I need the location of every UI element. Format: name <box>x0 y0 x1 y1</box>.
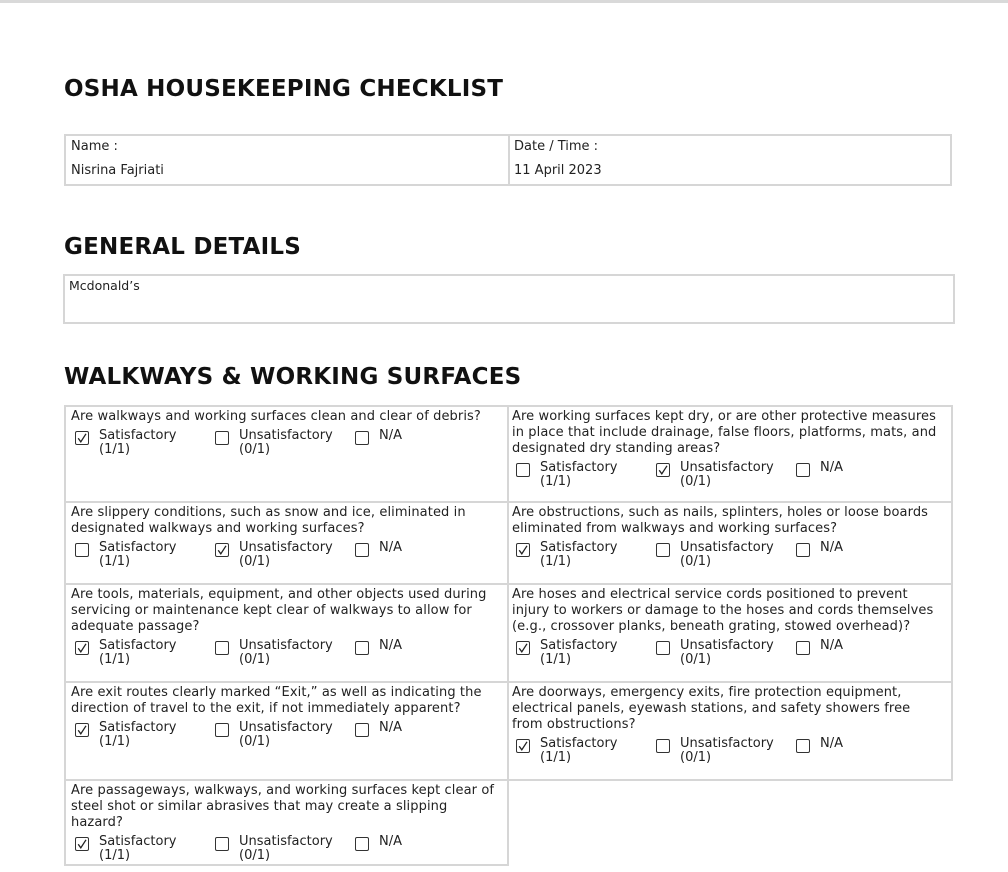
question-text: Are obstructions, such as nails, splinters, holes or loose boards eliminated from walkways and working surfaces? <box>512 505 929 536</box>
option-label <box>540 541 617 569</box>
checkbox-unchecked[interactable] <box>796 739 810 753</box>
checklist-item <box>507 683 953 781</box>
checkbox-checked[interactable] <box>75 723 89 737</box>
option-text: Unsatisfactory <box>239 834 333 849</box>
option-text: N/A <box>379 720 402 735</box>
answer-options <box>512 461 945 493</box>
answer-options <box>71 639 501 671</box>
option-score: (1/1) <box>99 848 131 863</box>
option-label <box>239 721 333 749</box>
general-details-heading: GENERAL DETAILS <box>64 234 302 260</box>
option-label <box>820 461 843 475</box>
option-score: (1/1) <box>99 734 131 749</box>
option-text: Unsatisfactory <box>680 638 774 653</box>
option-text: Satisfactory <box>540 460 618 475</box>
checkbox-unchecked[interactable] <box>516 463 530 477</box>
option-label <box>379 541 402 555</box>
option-text: Unsatisfactory <box>680 460 774 475</box>
name-label: Name : <box>71 139 118 154</box>
option-label <box>379 429 402 443</box>
checkbox-unchecked[interactable] <box>656 543 670 557</box>
question-text: Are working surfaces kept dry, or are other protective measures in place that include drainage, false floors, platforms, mats, and designated dry standing areas? <box>512 409 937 456</box>
option-text: N/A <box>379 834 402 849</box>
option-score: (0/1) <box>680 750 712 765</box>
option-label <box>379 835 402 849</box>
checklist-item <box>507 585 953 683</box>
checkbox-unchecked[interactable] <box>796 641 810 655</box>
option-score: (1/1) <box>540 652 572 667</box>
option-score: (0/1) <box>680 554 712 569</box>
answer-options <box>71 541 501 573</box>
option-text: Satisfactory <box>540 638 618 653</box>
option-label <box>540 461 617 489</box>
option-score: (1/1) <box>540 750 572 765</box>
option-label <box>680 737 774 765</box>
option-score: (1/1) <box>99 554 131 569</box>
checkbox-unchecked[interactable] <box>355 641 369 655</box>
option-label <box>99 429 176 457</box>
checklist-item <box>507 405 953 503</box>
checkbox-unchecked[interactable] <box>796 463 810 477</box>
answer-options <box>71 835 501 867</box>
option-label <box>540 737 617 765</box>
option-text: N/A <box>379 428 402 443</box>
answer-options <box>512 639 945 671</box>
option-label <box>99 721 176 749</box>
option-label <box>680 639 774 667</box>
checklist-item <box>64 781 509 866</box>
date-time-label: Date / Time : <box>514 139 599 154</box>
answer-options <box>71 721 501 753</box>
checkmark-icon <box>216 544 228 556</box>
option-text: Satisfactory <box>99 540 177 555</box>
page-title: OSHA HOUSEKEEPING CHECKLIST <box>64 76 504 102</box>
checkbox-unchecked[interactable] <box>215 723 229 737</box>
checkbox-unchecked[interactable] <box>796 543 810 557</box>
option-label <box>820 737 843 751</box>
option-text: Unsatisfactory <box>239 540 333 555</box>
option-label <box>379 639 402 653</box>
checkbox-unchecked[interactable] <box>215 431 229 445</box>
checkbox-unchecked[interactable] <box>656 739 670 753</box>
option-score: (1/1) <box>540 474 572 489</box>
option-score: (0/1) <box>239 848 271 863</box>
option-text: Satisfactory <box>540 736 618 751</box>
checkbox-checked[interactable] <box>75 837 89 851</box>
option-text: Unsatisfactory <box>239 720 333 735</box>
option-text: N/A <box>820 638 843 653</box>
option-label <box>379 721 402 735</box>
option-text: Satisfactory <box>99 834 177 849</box>
option-label <box>820 639 843 653</box>
option-text: Unsatisfactory <box>239 428 333 443</box>
option-text: Unsatisfactory <box>680 540 774 555</box>
question-text: Are doorways, emergency exits, fire protection equipment, electrical panels, eyewash stations, and safety showers free from obstructions? <box>512 685 911 732</box>
general-details-value: Mcdonald’s <box>69 278 140 293</box>
question-text: Are tools, materials, equipment, and other objects used during servicing or maintenance kept clear of walkways to allow for adequate passage? <box>71 587 487 634</box>
checklist-item <box>64 683 509 781</box>
option-text: Satisfactory <box>99 720 177 735</box>
answer-options <box>71 429 501 461</box>
option-text: Satisfactory <box>99 428 177 443</box>
checkbox-checked[interactable] <box>656 463 670 477</box>
question-text: Are slippery conditions, such as snow and ice, eliminated in designated walkways and working surfaces? <box>71 505 466 536</box>
checkbox-checked[interactable] <box>516 641 530 655</box>
option-text: N/A <box>820 460 843 475</box>
option-label <box>239 541 333 569</box>
option-score: (0/1) <box>680 652 712 667</box>
option-text: N/A <box>379 638 402 653</box>
option-score: (0/1) <box>239 554 271 569</box>
checkbox-unchecked[interactable] <box>75 543 89 557</box>
checkbox-checked[interactable] <box>516 739 530 753</box>
option-label <box>239 639 333 667</box>
answer-options <box>512 541 945 573</box>
option-label <box>820 541 843 555</box>
checkmark-icon <box>76 838 88 850</box>
checklist-item <box>64 585 509 683</box>
option-score: (0/1) <box>239 652 271 667</box>
question-text: Are hoses and electrical service cords positioned to prevent injury to workers or damage to the hoses and cords themselves (e.g., crossover planks, beneath grating, stowed overhead)? <box>512 587 934 634</box>
checkbox-checked[interactable] <box>75 641 89 655</box>
checkbox-unchecked[interactable] <box>215 641 229 655</box>
checkbox-unchecked[interactable] <box>355 837 369 851</box>
checkmark-icon <box>657 464 669 476</box>
question-text: Are exit routes clearly marked “Exit,” as well as indicating the direction of travel to the exit, if not immediately apparent? <box>71 685 482 716</box>
name-value: Nisrina Fajriati <box>71 163 164 178</box>
checkbox-checked[interactable] <box>516 543 530 557</box>
info-divider <box>508 136 510 184</box>
option-label <box>239 429 333 457</box>
option-label <box>99 541 176 569</box>
option-label <box>540 639 617 667</box>
checkmark-icon <box>517 740 529 752</box>
checkbox-checked[interactable] <box>75 431 89 445</box>
option-score: (0/1) <box>239 442 271 457</box>
date-time-value: 11 April 2023 <box>514 163 602 178</box>
option-label <box>239 835 333 863</box>
option-text: Satisfactory <box>540 540 618 555</box>
question-text: Are walkways and working surfaces clean and clear of debris? <box>71 409 481 424</box>
checkbox-unchecked[interactable] <box>215 837 229 851</box>
option-text: Satisfactory <box>99 638 177 653</box>
option-text: N/A <box>820 540 843 555</box>
option-score: (1/1) <box>99 442 131 457</box>
checkmark-icon <box>76 642 88 654</box>
checklist-item <box>64 503 509 585</box>
option-score: (1/1) <box>99 652 131 667</box>
option-label <box>99 639 176 667</box>
general-details-field <box>63 274 955 324</box>
checklist-item <box>64 405 509 503</box>
info-table <box>64 134 952 186</box>
option-label <box>99 835 176 863</box>
answer-options <box>512 737 945 769</box>
checkbox-unchecked[interactable] <box>355 431 369 445</box>
walkways-section-heading: WALKWAYS & WORKING SURFACES <box>64 364 522 390</box>
option-score: (0/1) <box>680 474 712 489</box>
option-text: Unsatisfactory <box>680 736 774 751</box>
option-text: N/A <box>379 540 402 555</box>
checkmark-icon <box>517 544 529 556</box>
question-text: Are passageways, walkways, and working surfaces kept clear of steel shot or similar abrasives that may create a slipping hazard? <box>71 783 495 830</box>
checkbox-checked[interactable] <box>215 543 229 557</box>
checkbox-unchecked[interactable] <box>355 543 369 557</box>
checkmark-icon <box>517 642 529 654</box>
option-label <box>680 541 774 569</box>
checklist-item <box>507 503 953 585</box>
option-score: (0/1) <box>239 734 271 749</box>
checkbox-unchecked[interactable] <box>656 641 670 655</box>
option-text: Unsatisfactory <box>239 638 333 653</box>
option-score: (1/1) <box>540 554 572 569</box>
checkmark-icon <box>76 724 88 736</box>
option-text: N/A <box>820 736 843 751</box>
checkmark-icon <box>76 432 88 444</box>
option-label <box>680 461 774 489</box>
checkbox-unchecked[interactable] <box>355 723 369 737</box>
